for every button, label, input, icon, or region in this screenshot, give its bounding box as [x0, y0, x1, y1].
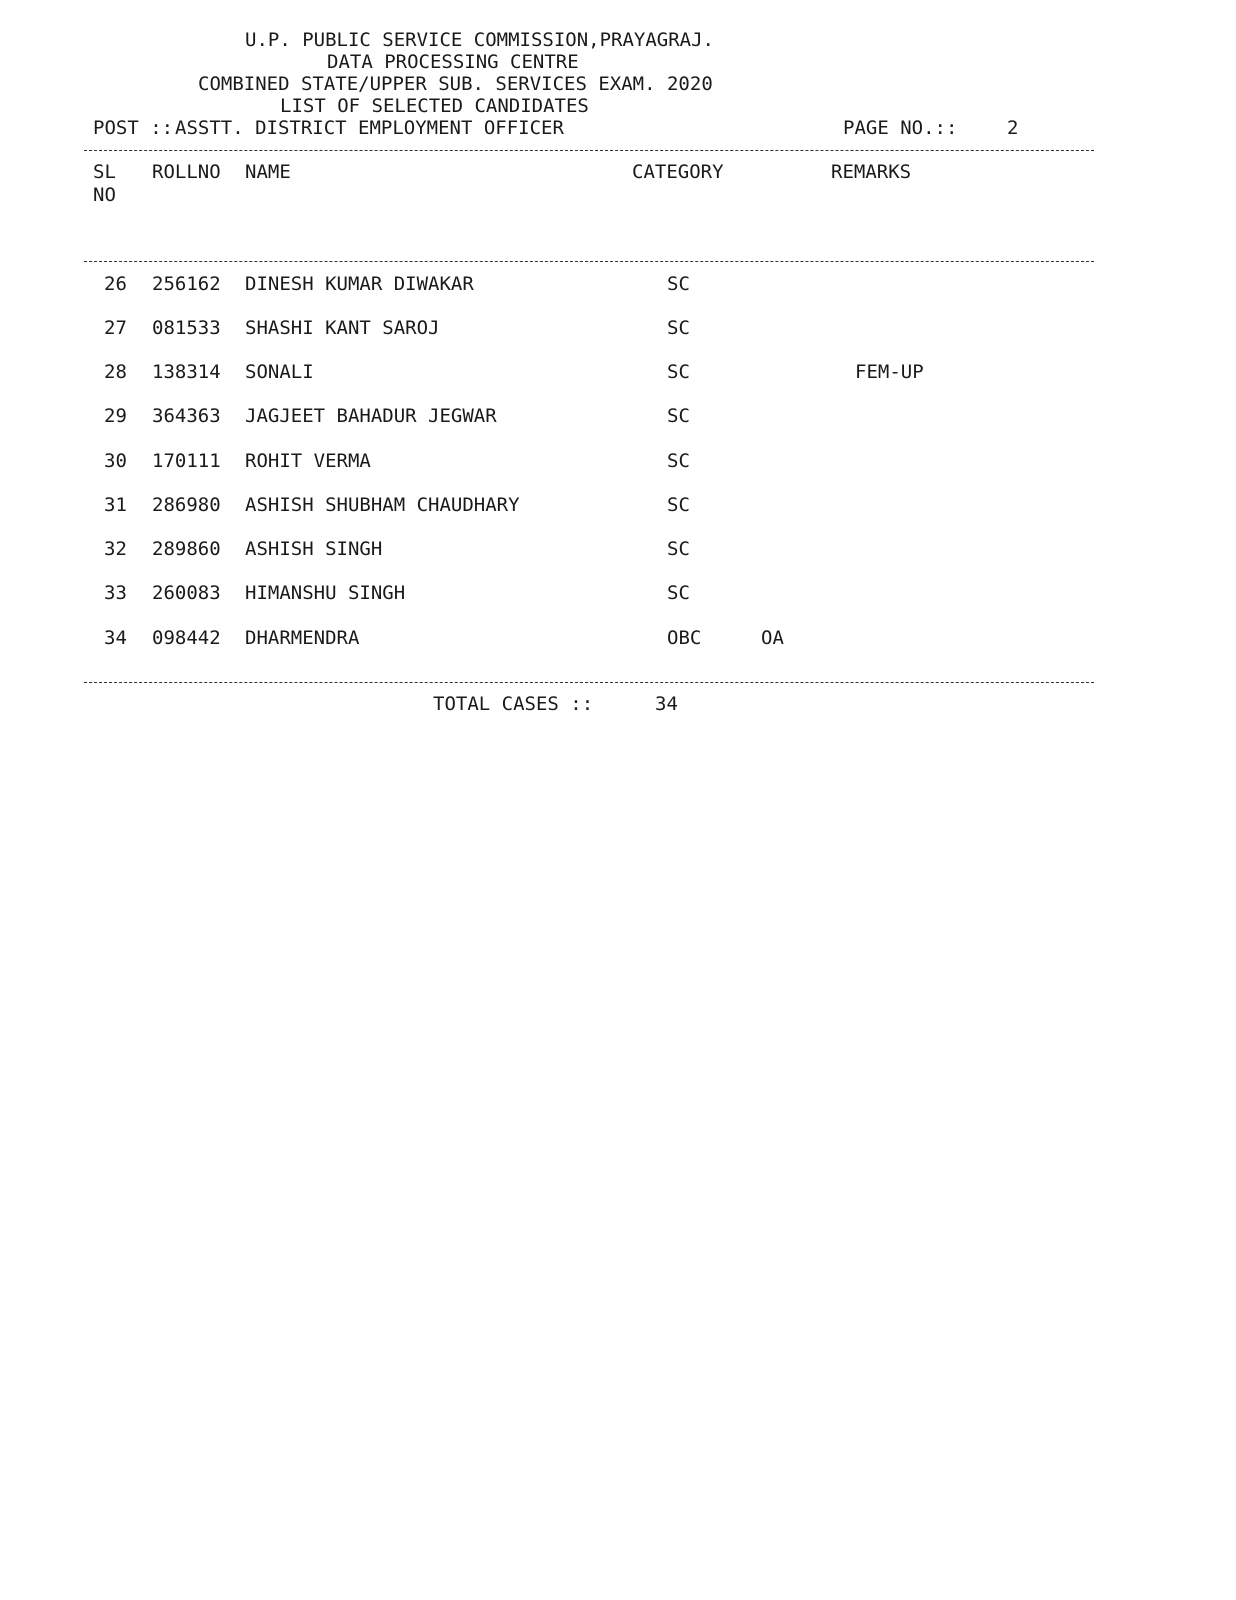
exam-title: COMBINED STATE/UPPER SUB. SERVICES EXAM. 2020: [198, 73, 713, 95]
row-sl: 34: [104, 627, 127, 649]
row-name: ASHISH SINGH: [245, 538, 383, 560]
column-header-divider: [84, 261, 1094, 262]
column-header-category: CATEGORY: [632, 161, 724, 183]
row-sl: 30: [104, 450, 127, 472]
list-title: LIST OF SELECTED CANDIDATES: [280, 95, 589, 117]
row-sl: 29: [104, 405, 127, 427]
row-name: SONALI: [245, 361, 314, 383]
row-sl: 27: [104, 317, 127, 339]
row-rollno: 260083: [152, 582, 221, 604]
row-rollno: 364363: [152, 405, 221, 427]
row-subcategory: OA: [761, 627, 784, 649]
row-rollno: 081533: [152, 317, 221, 339]
row-rollno: 289860: [152, 538, 221, 560]
row-category: SC: [667, 450, 690, 472]
row-category: SC: [667, 538, 690, 560]
row-rollno: 170111: [152, 450, 221, 472]
post-label: POST ::: [93, 117, 174, 139]
row-rollno: 256162: [152, 273, 221, 295]
commission-title: U.P. PUBLIC SERVICE COMMISSION,PRAYAGRAJ.: [245, 29, 714, 51]
row-rollno: 138314: [152, 361, 221, 383]
row-name: ROHIT VERMA: [245, 450, 371, 472]
row-rollno: 286980: [152, 494, 221, 516]
row-category: SC: [667, 494, 690, 516]
row-category: OBC: [667, 627, 702, 649]
column-header-sl: SL: [93, 161, 116, 183]
row-sl: 32: [104, 538, 127, 560]
row-rollno: 098442: [152, 627, 221, 649]
table-end-divider: [84, 682, 1094, 683]
column-header-rollno: ROLLNO: [152, 161, 221, 183]
row-category: SC: [667, 361, 690, 383]
column-header-sl-no: NO: [93, 184, 116, 206]
header-divider: [84, 150, 1094, 151]
row-sl: 31: [104, 494, 127, 516]
row-name: SHASHI KANT SAROJ: [245, 317, 440, 339]
row-category: SC: [667, 582, 690, 604]
total-cases-label: TOTAL CASES ::: [433, 693, 594, 715]
row-sl: 26: [104, 273, 127, 295]
row-category: SC: [667, 405, 690, 427]
post-value: ASSTT. DISTRICT EMPLOYMENT OFFICER: [175, 117, 564, 139]
row-name: JAGJEET BAHADUR JEGWAR: [245, 405, 497, 427]
row-sl: 33: [104, 582, 127, 604]
row-name: HIMANSHU SINGH: [245, 582, 406, 604]
column-header-name: NAME: [245, 161, 291, 183]
page-number-value: 2: [1007, 117, 1019, 139]
row-category: SC: [667, 317, 690, 339]
row-remarks: FEM-UP: [855, 361, 924, 383]
row-name: DHARMENDRA: [245, 627, 360, 649]
total-cases-value: 34: [655, 693, 678, 715]
page-number-label: PAGE NO.::: [843, 117, 958, 139]
column-header-remarks: REMARKS: [831, 161, 912, 183]
row-name: DINESH KUMAR DIWAKAR: [245, 273, 474, 295]
row-category: SC: [667, 273, 690, 295]
row-name: ASHISH SHUBHAM CHAUDHARY: [245, 494, 520, 516]
row-sl: 28: [104, 361, 127, 383]
centre-title: DATA PROCESSING CENTRE: [327, 51, 579, 73]
